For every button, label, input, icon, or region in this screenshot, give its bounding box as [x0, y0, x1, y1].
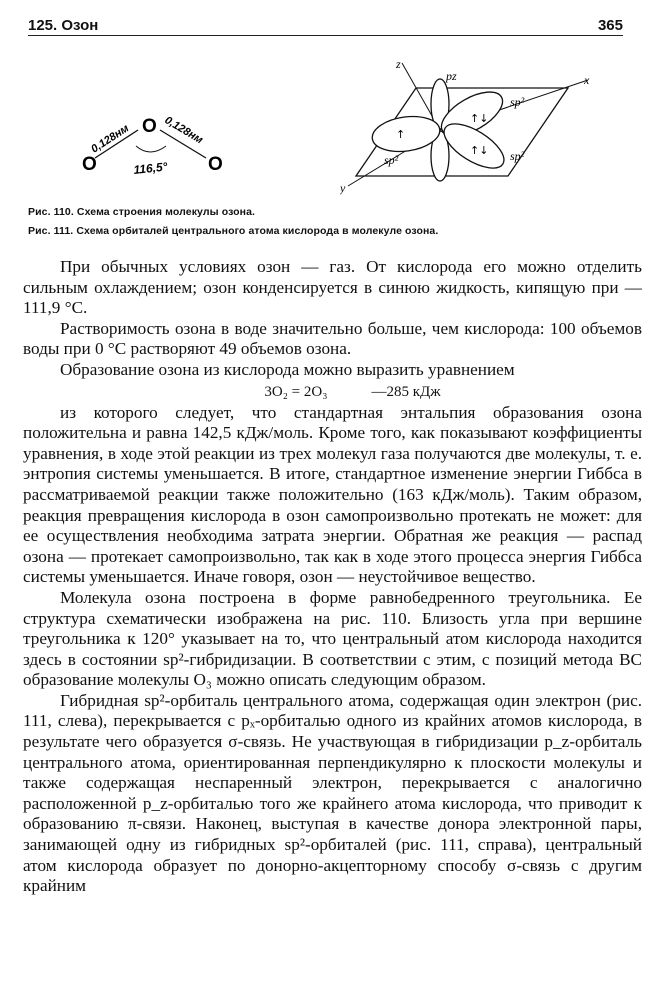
angle-arc [136, 146, 166, 152]
bond-angle: 116,5° [132, 159, 169, 177]
paragraph-4: из которого следует, что стандартная энтальпия образования озона положительна и равна 142,5 кДж/моль. Кроме того, как показывают коэффициенты уравнения, в ходе этой реакции из трех молекул газа получаются две молекулы, т. е. энтропия системы уменьшается. В итоге, стандартное изменение энергии Гиббса в рассматриваемой реакции также положительно (163 кДж/моль). Таким образом, реакция превращения кислорода в озон самопроизвольно протекать не может: для ее осуществления необходима затрата энергии. Обратная же реакция — распад озона — протекает самопроизвольно, так как в ходе этого процесса энергия Гиббса системы уменьшается. Иначе говоря, озон — неустойчивое вещество. [23, 402, 642, 587]
paragraph-2: Растворимость озона в воде значительно больше, чем кислорода: 100 объемов воды при 0 °С растворяют 49 объемов озона. [23, 318, 642, 359]
header-rule [28, 35, 623, 36]
equation-right: —285 кДж [371, 383, 441, 400]
paragraph-1: При обычных условиях озон — газ. От кислорода его можно отделить сильным охлаждением; озон конденсируется в синюю жидкость, кипящую при —111,9 °С. [23, 257, 642, 318]
y-axis-label: y [340, 181, 346, 195]
figure-111 [340, 58, 610, 198]
equation [23, 381, 642, 403]
section-title: 125. Озон [28, 17, 99, 34]
x-axis-label: x [584, 73, 590, 87]
caption-fig110: Рис. 110. Схема строения молекулы озона. [28, 206, 256, 218]
atom-right: O [208, 154, 223, 175]
body-text [23, 257, 642, 897]
atom-left: O [82, 154, 97, 175]
atom-center: O [142, 116, 157, 137]
pz-label: pz [446, 69, 457, 83]
sp2-label-upper-right: sp² [510, 95, 525, 109]
bond-length-right: 0,128нм [162, 114, 205, 147]
equation-left: 3O₂ = 2O₃ [264, 383, 328, 400]
sp2-label-lower-right: sp² [510, 149, 525, 163]
page-header [28, 10, 623, 34]
page-number: 365 [597, 17, 623, 34]
unpaired-electron: ↑ [396, 128, 406, 141]
caption-fig111: Рис. 111. Схема орбиталей центрального атома кислорода в молекуле озона. [28, 225, 439, 237]
paragraph-3: Образование озона из кислорода можно выразить уравнением [60, 359, 515, 379]
z-axis-label: z [396, 58, 401, 71]
paragraph-6: Гибридная sp²-орбиталь центрального атома, содержащая один электрон (рис. 111, слева), перекрывается с pₓ-орбиталью одного из крайних атомов кислорода, в результате чего образуется σ-связь. Не участвующая в гибридизации p_z-орбиталь центрального атома, ориентированная перпендикулярно к плоскости молекулы и также содержащая неспаренный электрон, перекрывается с аналогично расположенной p_z-орбиталью того же крайнего атома кислорода, что приводит к образованию π-связи. Наконец, выступая в качестве донора электронной пары, занимающей одну из гибридных sp²-орбиталей (рис. 111, справа), центральный атом кислорода образует по донорно-акцепторному способу σ-связь с другим крайним [23, 690, 642, 896]
figure-110 [70, 108, 250, 188]
electron-pair-upper: ↑↓ [470, 112, 489, 125]
bond-length-left: 0,128нм [89, 122, 132, 156]
electron-pair-lower: ↑↓ [470, 144, 489, 157]
paragraph-5: Молекула озона построена в форме равнобедренного треугольника. Ее структура схематически изображена на рис. 110. Близость угла при вершине треугольника к 120° указывает на то, что центральный атом кислорода находится здесь в состоянии sp²-гибридизации. В соответствии с этим, с позиций метода ВС образование молекулы O₃ можно описать следующим образом. [23, 587, 642, 690]
sp2-label-left: sp² [384, 153, 399, 167]
